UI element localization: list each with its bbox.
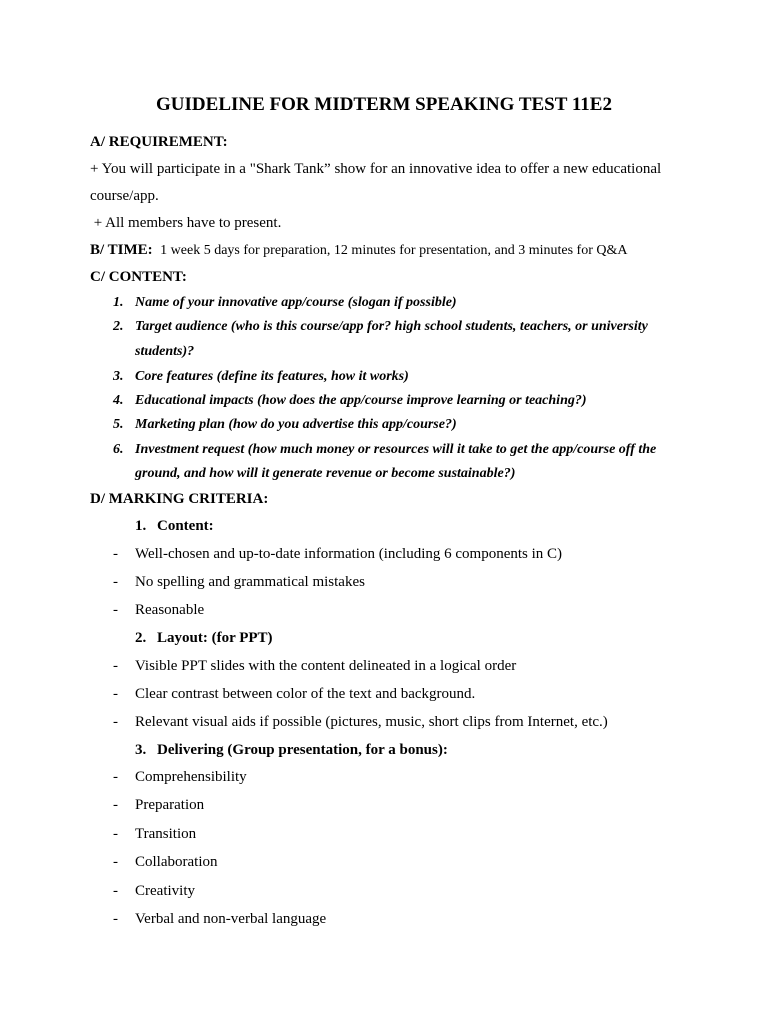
criteria-title: Layout: (for PPT)	[157, 630, 273, 646]
content-item	[113, 440, 656, 460]
requirement-line: + All members have to present.	[90, 215, 282, 231]
marking-heading: D/ MARKING CRITERIA:	[90, 491, 269, 507]
bullet-dash: -	[113, 714, 118, 730]
item-text-continued: students)?	[135, 344, 195, 359]
content-item	[113, 293, 457, 313]
bullet-dash: -	[113, 911, 118, 927]
content-item	[113, 415, 457, 435]
list-item-text: Relevant visual aids if possible (pictures, music, short clips from Internet, etc.)	[135, 714, 608, 730]
content-item	[113, 391, 587, 411]
item-text: Investment request (how much money or resources will it take to get the app/course off the	[135, 442, 657, 457]
criteria-title: Content:	[157, 518, 214, 534]
time-line	[90, 240, 627, 261]
item-text: Core features (define its features, how it works)	[135, 369, 409, 384]
bullet-dash: -	[113, 826, 118, 842]
list-item-text: Reasonable	[135, 602, 205, 618]
bullet-dash: -	[113, 854, 118, 870]
list-item-text: Verbal and non-verbal language	[135, 911, 327, 927]
time-label: B/ TIME:	[90, 242, 153, 258]
content-item	[113, 367, 409, 387]
item-number: 2.	[113, 319, 124, 334]
content-heading: C/ CONTENT:	[90, 269, 187, 285]
criteria-number: 3.	[135, 742, 147, 758]
bullet-dash: -	[113, 686, 118, 702]
criteria-heading	[135, 516, 214, 536]
item-number: 5.	[113, 417, 124, 432]
requirement-heading: A/ REQUIREMENT:	[90, 134, 228, 150]
document-title: GUIDELINE FOR MIDTERM SPEAKING TEST 11E2	[156, 94, 612, 115]
bullet-dash: -	[113, 769, 118, 785]
criteria-title: Delivering (Group presentation, for a bonus):	[157, 742, 448, 758]
list-item-text: Transition	[135, 826, 197, 842]
criteria-heading	[135, 628, 273, 648]
item-text: Name of your innovative app/course (slogan if possible)	[135, 295, 457, 310]
criteria-number: 1.	[135, 518, 147, 534]
list-item-text: Creativity	[135, 883, 195, 899]
list-item-text: Well-chosen and up-to-date information (including 6 components in C)	[135, 546, 563, 562]
list-item-text: No spelling and grammatical mistakes	[135, 574, 365, 590]
list-item-text: Preparation	[135, 797, 205, 813]
requirement-line: + You will participate in a "Shark Tank” show for an innovative idea to offer a new educational	[90, 161, 662, 177]
bullet-dash: -	[113, 602, 118, 618]
item-text: Educational impacts (how does the app/course improve learning or teaching?)	[135, 393, 587, 408]
item-text: Marketing plan (how do you advertise this app/course?)	[135, 417, 457, 432]
item-text-continued: ground, and how will it generate revenue or become sustainable?)	[135, 466, 516, 481]
bullet-dash: -	[113, 883, 118, 899]
list-item-text: Clear contrast between color of the text and background.	[135, 686, 476, 702]
item-number: 6.	[113, 442, 124, 457]
list-item-text: Collaboration	[135, 854, 218, 870]
criteria-number: 2.	[135, 630, 147, 646]
content-item	[113, 317, 648, 337]
time-text: 1 week 5 days for preparation, 12 minutes for presentation, and 3 minutes for Q&A	[160, 243, 628, 258]
bullet-dash: -	[113, 574, 118, 590]
bullet-dash: -	[113, 797, 118, 813]
list-item-text: Visible PPT slides with the content delineated in a logical order	[135, 658, 517, 674]
criteria-heading	[135, 740, 448, 760]
item-text: Target audience (who is this course/app for? high school students, teachers, or university	[135, 319, 648, 334]
list-item-text: Comprehensibility	[135, 769, 247, 785]
requirement-line: course/app.	[90, 188, 159, 204]
bullet-dash: -	[113, 546, 118, 562]
item-number: 4.	[113, 393, 124, 408]
bullet-dash: -	[113, 658, 118, 674]
item-number: 3.	[113, 369, 124, 384]
item-number: 1.	[113, 295, 124, 310]
